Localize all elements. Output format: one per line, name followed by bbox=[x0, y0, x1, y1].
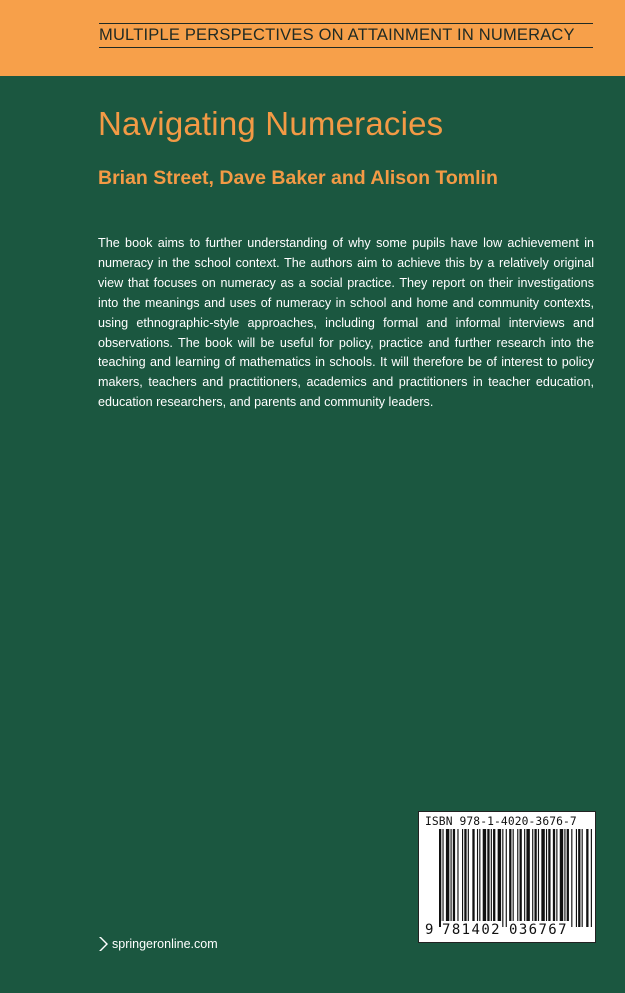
barcode-bar bbox=[472, 829, 474, 927]
barcode-bar bbox=[534, 829, 536, 927]
book-blurb: The book aims to further understanding of why some pupils have low achievement in numeracy in the school context. The authors aim to achieve this by a relatively original view that focuses on numeracy as a social practice. They report on their investigations into the meanings and uses of numeracy in school and home and community contexts, using ethnographic-style approaches, including formal and informal interviews and observations. The book will be useful for policy, practice and further research into the teaching and learning of mathematics in schools. It will therefore be of interest to policy makers, teachers and practitioners, academics and practitioners in teacher education, education researchers, and parents and community leaders. bbox=[98, 236, 594, 410]
barcode-bar bbox=[520, 829, 522, 927]
publisher-url: springeronline.com bbox=[112, 937, 218, 951]
barcode-bar bbox=[464, 829, 466, 927]
barcode-bar bbox=[506, 829, 507, 927]
isbn-label: ISBN 978-1-4020-3676-7 bbox=[425, 815, 577, 828]
barcode-bar bbox=[491, 829, 492, 927]
barcode-bar bbox=[446, 829, 449, 927]
barcode-bar bbox=[498, 829, 501, 927]
barcode-bar bbox=[442, 829, 443, 927]
book-title: Navigating Numeracies bbox=[98, 105, 444, 142]
isbn-barcode bbox=[418, 811, 596, 943]
barcode-digits bbox=[425, 921, 591, 939]
barcode-bar bbox=[541, 829, 544, 927]
barcode-left-group: 781402 bbox=[442, 922, 501, 938]
barcode-bar bbox=[556, 829, 557, 927]
barcode-bar bbox=[477, 829, 478, 927]
barcode-bar bbox=[453, 829, 455, 927]
book-authors: Brian Street, Dave Baker and Alison Tomlin bbox=[98, 167, 498, 189]
barcode-bars bbox=[419, 829, 597, 927]
barcode-bar bbox=[487, 829, 489, 927]
barcode-bar bbox=[546, 829, 547, 927]
barcode-bar bbox=[576, 829, 577, 927]
barcode-bar bbox=[502, 829, 503, 927]
barcode-bar bbox=[571, 829, 572, 927]
barcode-bar bbox=[538, 829, 539, 927]
barcode-bar bbox=[468, 829, 469, 927]
barcode-bar bbox=[564, 829, 565, 927]
barcode-bar bbox=[532, 829, 533, 927]
barcode-bar bbox=[513, 829, 514, 927]
barcode-first-digit: 9 bbox=[425, 922, 434, 938]
series-band bbox=[0, 0, 625, 76]
barcode-bar bbox=[591, 829, 592, 927]
barcode-bar bbox=[509, 829, 511, 927]
barcode-bar bbox=[548, 829, 550, 927]
barcode-bar bbox=[586, 829, 588, 927]
barcode-bar bbox=[451, 829, 452, 927]
barcode-bar bbox=[462, 829, 463, 927]
barcode-bar bbox=[517, 829, 518, 927]
barcode-right-group: 036767 bbox=[508, 922, 568, 938]
barcode-bar bbox=[526, 829, 529, 927]
publisher-link[interactable] bbox=[98, 936, 218, 952]
barcode-bar bbox=[483, 829, 486, 927]
barcode-bar bbox=[553, 829, 555, 927]
barcode-bar bbox=[567, 829, 569, 927]
barcode-bar bbox=[457, 829, 458, 927]
barcode-bar bbox=[578, 829, 580, 927]
barcode-bar bbox=[582, 829, 583, 927]
barcode-bar bbox=[560, 829, 563, 927]
series-title: MULTIPLE PERSPECTIVES ON ATTAINMENT IN NUMERACY bbox=[99, 23, 593, 48]
barcode-bar bbox=[479, 829, 480, 927]
chevron-right-icon bbox=[98, 936, 108, 952]
barcode-bar bbox=[524, 829, 525, 927]
barcode-bar bbox=[439, 829, 441, 927]
barcode-bar bbox=[493, 829, 495, 927]
